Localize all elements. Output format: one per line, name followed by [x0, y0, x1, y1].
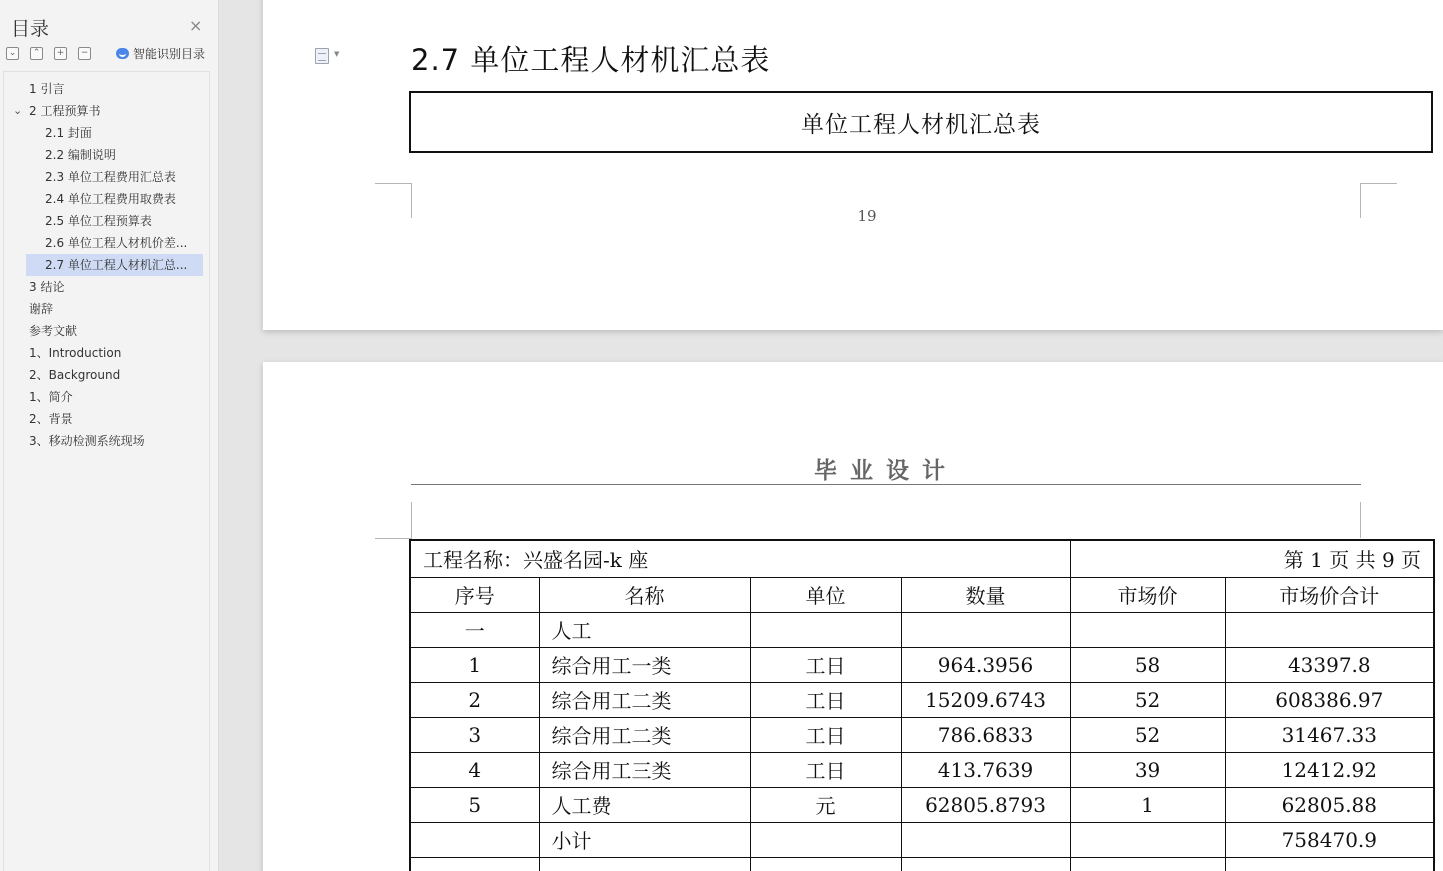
table-cell	[539, 857, 750, 871]
table-cell: 2	[410, 682, 539, 717]
table-cell	[901, 857, 1070, 871]
project-name: 工程名称：兴盛名园-k 座	[410, 540, 1070, 577]
smart-toc-button[interactable]	[116, 45, 205, 62]
table-row	[410, 787, 1434, 822]
table-cell: 52	[1070, 682, 1225, 717]
ai-assistant-icon	[116, 48, 129, 59]
table-cell: 31467.33	[1225, 717, 1434, 752]
table-cell: 5	[410, 787, 539, 822]
table-cell: 413.7639	[901, 752, 1070, 787]
table-cell: 62805.8793	[901, 787, 1070, 822]
table-cell: 964.3956	[901, 647, 1070, 682]
table-cell	[901, 822, 1070, 857]
table-header-row	[410, 577, 1434, 612]
toc-item-introduction[interactable]: 1 引言	[29, 82, 65, 96]
header-rule	[411, 484, 1361, 485]
table-cell: 人工费	[539, 787, 750, 822]
table-cell	[1070, 857, 1225, 871]
table-cell	[1225, 612, 1434, 647]
document-page-19	[263, 0, 1443, 330]
table-cell: 综合用工二类	[539, 682, 750, 717]
table-title-box	[409, 91, 1433, 153]
table-row	[410, 822, 1434, 857]
column-header: 市场价	[1070, 577, 1225, 612]
table-cell: 综合用工一类	[539, 647, 750, 682]
page-info: 第 1 页 共 9 页	[1070, 540, 1434, 577]
toc-item-budget-table[interactable]: 2.5 单位工程预算表	[45, 214, 152, 228]
table-row	[410, 717, 1434, 752]
table-cell: 58	[1070, 647, 1225, 682]
table-cell: 1	[410, 647, 539, 682]
toc-toolbar	[6, 47, 216, 63]
column-header: 序号	[410, 577, 539, 612]
table-cell: 元	[750, 787, 901, 822]
chevron-down-icon[interactable]: ⌄	[13, 104, 23, 117]
table-cell: 12412.92	[1225, 752, 1434, 787]
table-info-row	[410, 540, 1434, 577]
toc-item-acknowledgements[interactable]: 谢辞	[29, 302, 54, 316]
resource-summary-table	[409, 539, 1435, 871]
toc-item-notes[interactable]: 2.2 编制说明	[45, 148, 116, 162]
column-header: 单位	[750, 577, 901, 612]
remove-heading-button[interactable]: −	[78, 47, 91, 60]
table-cell	[1070, 612, 1225, 647]
toc-item-cn-background[interactable]: 2、背景	[29, 412, 73, 426]
running-header: 毕业设计	[814, 458, 958, 484]
table-cell	[901, 612, 1070, 647]
toc-item-cn-intro[interactable]: 1、简介	[29, 390, 73, 404]
table-row	[410, 752, 1434, 787]
toc-item-cover[interactable]: 2.1 封面	[45, 126, 92, 140]
table-cell: 工日	[750, 682, 901, 717]
table-cell: 52	[1070, 717, 1225, 752]
toc-item-price-diff[interactable]: 2.6 单位工程人材机价差...	[45, 236, 188, 250]
table-cell	[1225, 857, 1434, 871]
table-title: 单位工程人材机汇总表	[801, 111, 1041, 138]
table-cell: 工日	[750, 647, 901, 682]
table-row	[410, 682, 1434, 717]
toc-item-budget[interactable]: 2 工程预算书	[29, 104, 101, 118]
table-cell: 综合用工二类	[539, 717, 750, 752]
toc-item-references[interactable]: 参考文献	[29, 324, 78, 338]
toc-item-fee-table[interactable]: 2.4 单位工程费用取费表	[45, 192, 176, 206]
table-cell: 758470.9	[1225, 822, 1434, 857]
page-number: 19	[857, 207, 877, 225]
crop-mark-left	[375, 502, 412, 539]
table-row	[410, 612, 1434, 647]
sidebar-title: 目录	[11, 18, 50, 40]
table-cell: 工日	[750, 717, 901, 752]
table-cell	[410, 822, 539, 857]
table-cell: 综合用工三类	[539, 752, 750, 787]
toc-item-conclusion[interactable]: 3 结论	[29, 280, 65, 294]
table-cell	[1070, 822, 1225, 857]
table-cell: 786.6833	[901, 717, 1070, 752]
document-page-20	[263, 362, 1443, 871]
add-heading-button[interactable]: +	[54, 47, 67, 60]
expand-up-button[interactable]: ⌃	[30, 47, 43, 60]
toc-list	[3, 71, 210, 871]
table-cell	[750, 612, 901, 647]
table-cell: 1	[1070, 787, 1225, 822]
table-cell: 人工	[539, 612, 750, 647]
crop-mark-right	[1360, 502, 1362, 538]
table-cell: 工日	[750, 752, 901, 787]
table-cell: 一	[410, 612, 539, 647]
toc-item-cost-summary[interactable]: 2.3 单位工程费用汇总表	[45, 170, 176, 184]
table-cell: 15209.6743	[901, 682, 1070, 717]
toc-item-resource-summary[interactable]: 2.7 单位工程人材机汇总...	[26, 254, 203, 276]
table-row	[410, 647, 1434, 682]
table-cell: 608386.97	[1225, 682, 1434, 717]
toc-item-en-introduction[interactable]: 1、Introduction	[29, 346, 122, 360]
toc-sidebar	[0, 0, 219, 871]
section-heading: 2.7 单位工程人材机汇总表	[411, 43, 771, 77]
table-cell: 小计	[539, 822, 750, 857]
close-icon[interactable]: ×	[189, 16, 203, 35]
column-header: 市场价合计	[1225, 577, 1434, 612]
smart-toc-label: 智能识别目录	[133, 47, 206, 61]
toc-item-en-background[interactable]: 2、Background	[29, 368, 121, 382]
caret-down-icon[interactable]: ▼	[334, 50, 340, 58]
table-cell	[410, 857, 539, 871]
column-header: 数量	[901, 577, 1070, 612]
table-cell: 62805.88	[1225, 787, 1434, 822]
document-icon[interactable]	[315, 48, 329, 64]
table-cell: 4	[410, 752, 539, 787]
table-body	[410, 612, 1434, 871]
table-cell: 3	[410, 717, 539, 752]
table-cell: 43397.8	[1225, 647, 1434, 682]
table-cell: 39	[1070, 752, 1225, 787]
table-row	[410, 857, 1434, 871]
collapse-all-button[interactable]: ⌄	[6, 47, 19, 60]
toc-item-mobile-detection[interactable]: 3、移动检测系统现场	[29, 434, 145, 448]
table-cell	[750, 857, 901, 871]
table-cell	[750, 822, 901, 857]
column-header: 名称	[539, 577, 750, 612]
